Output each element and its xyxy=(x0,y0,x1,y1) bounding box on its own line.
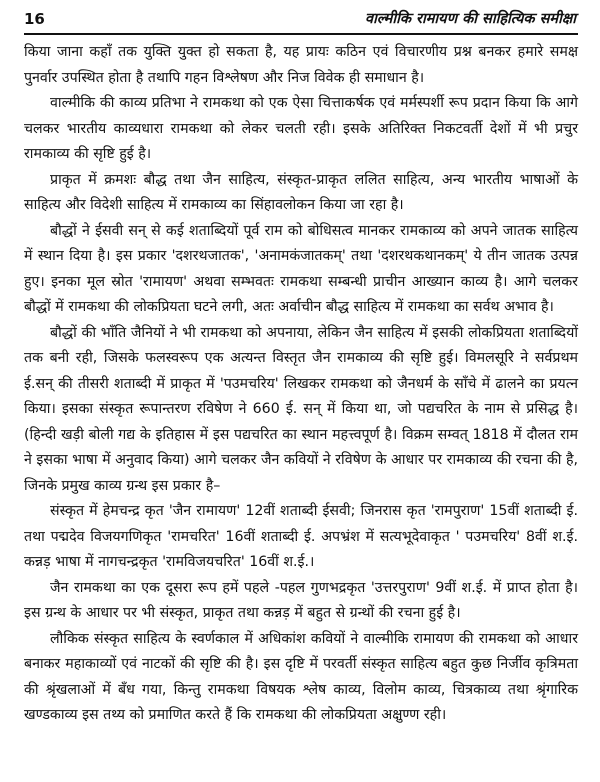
page-header xyxy=(24,8,578,33)
paragraph: बौद्धों की भाँति जैनियों ने भी रामकथा को अपनाया, लेकिन जैन साहित्य में इसकी लोकप्रियता शताब्दियों तक बनी रही, जिसके फलस्वरूप एक अत्यन्त विस्तृत जैन रामकाव्य की सृष्टि हुई। विमलसूरि ने सर्वप्रथम ई.सन् की तीसरी शताब्दी में प्राकृत में 'पउमचरिय' लिखकर रामकथा को जैनधर्म के साँचे में ढालने का प्रयत्न किया। इसका संस्कृत रूपान्तरण रविषेण ने 660 ई. सन् में किया था, जो पद्यचरित के नाम से प्रसिद्ध है। (हिन्दी खड़ी बोली गद्य के इतिहास में इस पद्यचरित का स्थान महत्त्वपूर्ण है। विक्रम सम्वत् 1818 में दौलत राम ने इसका भाषा में अनुवाद किया) आगे चलकर जैन कवियों ने रविषेण के आधार पर रामकाव्य की रचना की है, जिनके प्रमुख काव्य ग्रन्थ इस प्रकार है– xyxy=(24,324,578,494)
page-number: 16 xyxy=(24,10,45,28)
paragraph: किया जाना कहाँ तक युक्ति युक्त हो सकता है, यह प्रायः कठिन एवं विचारणीय प्रश्न बनकर हमारे समक्ष पुनर्वार उपस्थित होता है तथापि गहन विश्लेषण और निज विवेक ही समाधान है। xyxy=(24,44,578,86)
paragraph: वाल्मीकि की काव्य प्रतिभा ने रामकथा को एक ऐसा चित्ताकर्षक एवं मर्मस्पर्शी रूप प्रदान किया कि आगे चलकर भारतीय काव्यधारा रामकथा को लेकर चलती रही। इसके अतिरिक्त निकटवर्ती देशों में भी प्रचुर रामकाव्य की सृष्टि हुई है। xyxy=(24,95,578,162)
paragraph: जैन रामकथा का एक दूसरा रूप हमें पहले -पहल गुणभद्रकृत 'उत्तरपुराण' 9वीं श.ई. में प्राप्त होता है। इस ग्रन्थ के आधार पर भी संस्कृत, प्राकृत तथा कन्नड़ में बहुत से ग्रन्थों की रचना हुई है। xyxy=(24,579,578,621)
page-body xyxy=(24,40,578,729)
running-title: वाल्मीकि रामायण की साहित्यिक समीक्षा xyxy=(365,11,576,27)
header-rule xyxy=(24,33,578,35)
paragraph: संस्कृत में हेमचन्द्र कृत 'जैन रामायण' 12वीं शताब्दी ईसवी; जिनरास कृत 'रामपुराण' 15वीं शताब्दी ई. तथा पद्मदेव विजयगणिकृत 'रामचरित' 16वीं शताब्दी ई. अपभ्रंश में सत्यभूदेवाकृत ' पउमचरिय' 8वीं श.ई. कन्नड़ भाषा में नागचन्द्रकृत 'रामविजयचरित' 16वीं श.ई.। xyxy=(24,503,578,570)
paragraph: लौकिक संस्कृत साहित्य के स्वर्णकाल में अधिकांश कवियों ने वाल्मीकि रामायण की रामकथा को आधार बनाकर महाकाव्यों एवं नाटकों की सृष्टि की है। इस दृष्टि में परवर्ती संस्कृत साहित्य बहुत कुछ निर्जीव कृत्रिमता की श्रृंखलाओं में बँध गया, किन्तु रामकथा विषयक श्लेष काव्य, विलोम काव्य, चित्रकाव्य तथा श्रृंगारिक खण्डकाव्य इस तथ्य को प्रमाणित करते हैं कि रामकथा की लोकप्रियता अक्षुण्ण रही। xyxy=(24,630,578,723)
paragraph: प्राकृत में क्रमशः बौद्ध तथा जैन साहित्य, संस्कृत-प्राकृत ललित साहित्य, अन्य भारतीय भाषाओं के साहित्य और विदेशी साहित्य में रामकाव्य का सिंहावलोकन किया जा रहा है। xyxy=(24,171,578,213)
paragraph: बौद्धों ने ईसवी सन् से कई शताब्दियों पूर्व राम को बोधिसत्व मानकर रामकाव्य को अपने जातक साहित्य में स्थान दिया है। इस प्रकार 'दशरथजातक', 'अनामकंजातकम्' तथा 'दशरथकथानकम्' ये तीन जातक उत्पन्न हुए। इनका मूल स्रोत 'रामायण' अथवा सम्भवतः रामकथा सम्बन्धी प्राचीन आख्यान काव्य है। आगे चलकर बौद्धों में रामकथा की लोकप्रियता घटने लगी, अतः अर्वाचीन बौद्ध साहित्य में रामकथा का सर्वथ अभाव है। xyxy=(24,222,578,315)
